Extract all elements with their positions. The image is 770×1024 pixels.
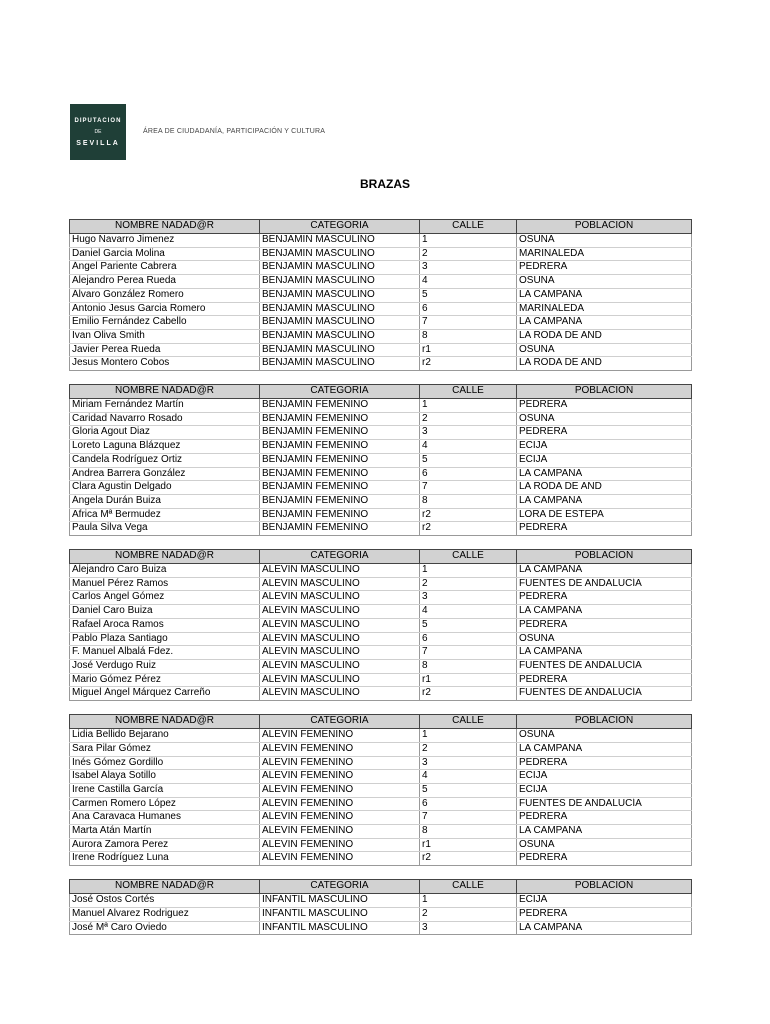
cell-nombre: Carmen Romero López <box>70 797 260 811</box>
cell-poblacion: PEDRERA <box>517 591 692 605</box>
cell-categoria: INFANTIL MASCULINO <box>260 907 420 921</box>
cell-categoria: ALEVIN FEMENINO <box>260 797 420 811</box>
cell-nombre: F. Manuel Albalá Fdez. <box>70 646 260 660</box>
cell-nombre: Irene Rodríguez Luna <box>70 852 260 866</box>
cell-categoria: BENJAMIN FEMENINO <box>260 467 420 481</box>
cell-calle: r2 <box>420 508 517 522</box>
table-row <box>70 591 692 605</box>
cell-poblacion: OSUNA <box>517 838 692 852</box>
cell-categoria: ALEVIN FEMENINO <box>260 756 420 770</box>
cell-nombre: Mario Gómez Pérez <box>70 673 260 687</box>
cell-calle: 7 <box>420 811 517 825</box>
cell-categoria: ALEVIN MASCULINO <box>260 659 420 673</box>
table-row <box>70 825 692 839</box>
column-header-categoria: CATEGORIA <box>260 715 420 729</box>
cell-categoria: BENJAMIN FEMENINO <box>260 453 420 467</box>
cell-categoria: BENJAMIN MASCULINO <box>260 288 420 302</box>
cell-categoria: ALEVIN FEMENINO <box>260 825 420 839</box>
table-row <box>70 426 692 440</box>
results-table <box>69 384 692 536</box>
cell-calle: 5 <box>420 783 517 797</box>
cell-poblacion: FUENTES DE ANDALUCÍA <box>517 577 692 591</box>
table-row <box>70 646 692 660</box>
cell-categoria: ALEVIN FEMENINO <box>260 783 420 797</box>
cell-nombre: Africa Mª Bermudez <box>70 508 260 522</box>
cell-poblacion: FUENTES DE ANDALUCÍA <box>517 659 692 673</box>
cell-nombre: Lidia Bellido Bejarano <box>70 729 260 743</box>
cell-poblacion: MARINALEDA <box>517 302 692 316</box>
cell-categoria: ALEVIN MASCULINO <box>260 577 420 591</box>
column-header-categoria: CATEGORIA <box>260 220 420 234</box>
cell-calle: 2 <box>420 247 517 261</box>
table-row <box>70 453 692 467</box>
table-row <box>70 357 692 371</box>
table-row <box>70 288 692 302</box>
cell-poblacion: PEDRERA <box>517 426 692 440</box>
cell-nombre: Hugo Navarro Jimenez <box>70 234 260 248</box>
cell-nombre: Loreto Laguna Blázquez <box>70 440 260 454</box>
cell-poblacion: LA CAMPANA <box>517 825 692 839</box>
cell-poblacion: LA CAMPANA <box>517 288 692 302</box>
cell-poblacion: PEDRERA <box>517 673 692 687</box>
table-row <box>70 399 692 413</box>
cell-nombre: Ángela Durán Buiza <box>70 494 260 508</box>
page-title: BRAZAS <box>360 177 410 191</box>
cell-calle: r2 <box>420 687 517 701</box>
cell-categoria: BENJAMIN FEMENINO <box>260 522 420 536</box>
table-row <box>70 577 692 591</box>
cell-calle: 4 <box>420 605 517 619</box>
cell-poblacion: PEDRERA <box>517 907 692 921</box>
table-row <box>70 852 692 866</box>
cell-calle: 1 <box>420 234 517 248</box>
cell-nombre: Paula Silva Vega <box>70 522 260 536</box>
table-row <box>70 687 692 701</box>
cell-calle: 8 <box>420 659 517 673</box>
cell-nombre: Isabel Alaya Sotillo <box>70 770 260 784</box>
cell-calle: 4 <box>420 275 517 289</box>
cell-poblacion: ECIJA <box>517 894 692 908</box>
cell-categoria: ALEVIN FEMENINO <box>260 852 420 866</box>
cell-calle: 5 <box>420 453 517 467</box>
cell-nombre: Ana Caravaca Humanes <box>70 811 260 825</box>
cell-calle: 7 <box>420 481 517 495</box>
cell-poblacion: ECIJA <box>517 770 692 784</box>
cell-nombre: Manuel Pérez Ramos <box>70 577 260 591</box>
cell-nombre: Irene Castilla García <box>70 783 260 797</box>
cell-categoria: BENJAMIN MASCULINO <box>260 302 420 316</box>
cell-categoria: BENJAMIN FEMENINO <box>260 494 420 508</box>
cell-poblacion: LA CAMPANA <box>517 467 692 481</box>
cell-poblacion: ECIJA <box>517 453 692 467</box>
cell-calle: 8 <box>420 494 517 508</box>
cell-poblacion: FUENTES DE ANDALUCÍA <box>517 797 692 811</box>
column-header-calle: CALLE <box>420 220 517 234</box>
cell-calle: 3 <box>420 756 517 770</box>
cell-nombre: Rafael Aroca Ramos <box>70 618 260 632</box>
table-row <box>70 756 692 770</box>
cell-poblacion: PEDRERA <box>517 756 692 770</box>
column-header-categoria: CATEGORIA <box>260 550 420 564</box>
cell-categoria: BENJAMIN FEMENINO <box>260 481 420 495</box>
cell-nombre: Caridad Navarro Rosado <box>70 412 260 426</box>
column-header-poblacion: POBLACION <box>517 385 692 399</box>
results-table <box>69 714 692 866</box>
results-sections <box>69 219 691 948</box>
cell-poblacion: PEDRERA <box>517 811 692 825</box>
table-row <box>70 440 692 454</box>
cell-poblacion: LA CAMPANA <box>517 316 692 330</box>
cell-poblacion: LA RODA DE AND <box>517 329 692 343</box>
cell-categoria: BENJAMIN MASCULINO <box>260 316 420 330</box>
results-table <box>69 219 692 371</box>
cell-calle: 2 <box>420 907 517 921</box>
cell-nombre: Marta Atán Martín <box>70 825 260 839</box>
table-row <box>70 770 692 784</box>
cell-calle: 2 <box>420 577 517 591</box>
cell-calle: 6 <box>420 632 517 646</box>
table-header-row <box>70 550 692 564</box>
cell-categoria: BENJAMIN MASCULINO <box>260 357 420 371</box>
cell-calle: 1 <box>420 399 517 413</box>
table-row <box>70 329 692 343</box>
cell-nombre: Alejandro Perea Rueda <box>70 275 260 289</box>
cell-poblacion: OSUNA <box>517 275 692 289</box>
cell-poblacion: PEDRERA <box>517 852 692 866</box>
cell-categoria: ALEVIN MASCULINO <box>260 673 420 687</box>
cell-calle: 7 <box>420 316 517 330</box>
cell-categoria: ALEVIN FEMENINO <box>260 811 420 825</box>
column-header-nombre: NOMBRE NADAD@R <box>70 715 260 729</box>
table-header-row <box>70 385 692 399</box>
logo-text-de: DE <box>94 129 102 135</box>
column-header-nombre: NOMBRE NADAD@R <box>70 550 260 564</box>
column-header-poblacion: POBLACION <box>517 220 692 234</box>
table-header-row <box>70 220 692 234</box>
cell-calle: r1 <box>420 838 517 852</box>
cell-calle: 1 <box>420 729 517 743</box>
cell-poblacion: LA CAMPANA <box>517 564 692 578</box>
table-row <box>70 234 692 248</box>
column-header-poblacion: POBLACION <box>517 880 692 894</box>
cell-nombre: Emilio Fernández Cabello <box>70 316 260 330</box>
cell-categoria: ALEVIN FEMENINO <box>260 742 420 756</box>
table-row <box>70 783 692 797</box>
cell-calle: 3 <box>420 261 517 275</box>
cell-categoria: BENJAMIN MASCULINO <box>260 275 420 289</box>
column-header-calle: CALLE <box>420 715 517 729</box>
cell-poblacion: PEDRERA <box>517 261 692 275</box>
table-row <box>70 494 692 508</box>
table-row <box>70 838 692 852</box>
cell-calle: 1 <box>420 564 517 578</box>
cell-nombre: Miriam Fernández Martín <box>70 399 260 413</box>
cell-poblacion: FUENTES DE ANDALUCÍA <box>517 687 692 701</box>
column-header-categoria: CATEGORIA <box>260 385 420 399</box>
cell-nombre: Daniel Garcia Molina <box>70 247 260 261</box>
cell-calle: r2 <box>420 852 517 866</box>
cell-categoria: ALEVIN MASCULINO <box>260 591 420 605</box>
cell-nombre: Ángel Pariente Cabrera <box>70 261 260 275</box>
table-row <box>70 659 692 673</box>
cell-poblacion: OSUNA <box>517 729 692 743</box>
cell-poblacion: LA CAMPANA <box>517 742 692 756</box>
cell-nombre: Carlos Ángel Gómez <box>70 591 260 605</box>
logo-text-diputacion: DIPUTACION <box>74 118 122 124</box>
cell-poblacion: OSUNA <box>517 343 692 357</box>
cell-categoria: ALEVIN FEMENINO <box>260 729 420 743</box>
cell-nombre: Sara Pilar Gómez <box>70 742 260 756</box>
cell-calle: r1 <box>420 673 517 687</box>
cell-poblacion: OSUNA <box>517 632 692 646</box>
table-header-row <box>70 715 692 729</box>
table-row <box>70 632 692 646</box>
cell-categoria: ALEVIN MASCULINO <box>260 687 420 701</box>
cell-calle: 5 <box>420 288 517 302</box>
results-table <box>69 879 692 935</box>
table-row <box>70 522 692 536</box>
column-header-poblacion: POBLACION <box>517 550 692 564</box>
cell-calle: 7 <box>420 646 517 660</box>
cell-categoria: INFANTIL MASCULINO <box>260 921 420 935</box>
cell-categoria: BENJAMIN MASCULINO <box>260 234 420 248</box>
column-header-categoria: CATEGORIA <box>260 880 420 894</box>
cell-categoria: BENJAMIN MASCULINO <box>260 247 420 261</box>
table-row <box>70 564 692 578</box>
cell-calle: 3 <box>420 426 517 440</box>
cell-nombre: Miguel Ángel Márquez Carreño <box>70 687 260 701</box>
cell-categoria: ALEVIN FEMENINO <box>260 770 420 784</box>
cell-poblacion: PEDRERA <box>517 618 692 632</box>
cell-calle: 2 <box>420 412 517 426</box>
cell-poblacion: LA CAMPANA <box>517 646 692 660</box>
cell-calle: 3 <box>420 921 517 935</box>
cell-nombre: Clara Agustin Delgado <box>70 481 260 495</box>
cell-categoria: BENJAMIN FEMENINO <box>260 426 420 440</box>
cell-categoria: BENJAMIN FEMENINO <box>260 412 420 426</box>
cell-calle: 6 <box>420 302 517 316</box>
cell-nombre: Javier Perea Rueda <box>70 343 260 357</box>
cell-nombre: Gloria Agout Diaz <box>70 426 260 440</box>
column-header-nombre: NOMBRE NADAD@R <box>70 220 260 234</box>
cell-categoria: BENJAMIN FEMENINO <box>260 440 420 454</box>
table-row <box>70 316 692 330</box>
cell-nombre: Manuel Alvarez Rodriguez <box>70 907 260 921</box>
table-row <box>70 797 692 811</box>
cell-nombre: Aurora Zamora Perez <box>70 838 260 852</box>
cell-calle: 1 <box>420 894 517 908</box>
diputacion-logo <box>70 104 126 160</box>
column-header-nombre: NOMBRE NADAD@R <box>70 880 260 894</box>
cell-nombre: José Verdugo Ruiz <box>70 659 260 673</box>
table-row <box>70 412 692 426</box>
cell-categoria: BENJAMIN MASCULINO <box>260 329 420 343</box>
cell-nombre: Álvaro González Romero <box>70 288 260 302</box>
cell-nombre: Inés Gómez Gordillo <box>70 756 260 770</box>
cell-poblacion: LA CAMPANA <box>517 605 692 619</box>
cell-poblacion: ECIJA <box>517 440 692 454</box>
column-header-poblacion: POBLACION <box>517 715 692 729</box>
cell-categoria: ALEVIN FEMENINO <box>260 838 420 852</box>
cell-calle: 8 <box>420 825 517 839</box>
logo-text-sevilla: SEVILLA <box>76 140 120 147</box>
cell-calle: 8 <box>420 329 517 343</box>
cell-categoria: BENJAMIN FEMENINO <box>260 508 420 522</box>
cell-poblacion: PEDRERA <box>517 522 692 536</box>
table-row <box>70 247 692 261</box>
table-row <box>70 343 692 357</box>
table-row <box>70 618 692 632</box>
cell-categoria: ALEVIN MASCULINO <box>260 618 420 632</box>
cell-poblacion: ECIJA <box>517 783 692 797</box>
cell-nombre: Andrea Barrera González <box>70 467 260 481</box>
cell-calle: r2 <box>420 522 517 536</box>
cell-calle: 4 <box>420 440 517 454</box>
cell-calle: 2 <box>420 742 517 756</box>
table-row <box>70 742 692 756</box>
table-header-row <box>70 880 692 894</box>
table-row <box>70 811 692 825</box>
cell-categoria: BENJAMIN MASCULINO <box>260 261 420 275</box>
cell-nombre: Ivan Oliva Smith <box>70 329 260 343</box>
cell-calle: 5 <box>420 618 517 632</box>
header-subtitle: ÁREA DE CIUDADANÍA, PARTICIPACIÓN Y CULTURA <box>143 128 326 135</box>
cell-categoria: BENJAMIN FEMENINO <box>260 399 420 413</box>
cell-poblacion: MARINALEDA <box>517 247 692 261</box>
cell-categoria: ALEVIN MASCULINO <box>260 646 420 660</box>
table-row <box>70 275 692 289</box>
cell-poblacion: LA CAMPANA <box>517 494 692 508</box>
table-row <box>70 729 692 743</box>
results-table <box>69 549 692 701</box>
cell-nombre: Jesus Montero Cobos <box>70 357 260 371</box>
cell-poblacion: OSUNA <box>517 412 692 426</box>
cell-categoria: ALEVIN MASCULINO <box>260 605 420 619</box>
cell-categoria: ALEVIN MASCULINO <box>260 564 420 578</box>
cell-calle: 4 <box>420 770 517 784</box>
cell-nombre: José Ostos Cortés <box>70 894 260 908</box>
cell-categoria: ALEVIN MASCULINO <box>260 632 420 646</box>
table-row <box>70 907 692 921</box>
cell-calle: 3 <box>420 591 517 605</box>
table-row <box>70 508 692 522</box>
column-header-calle: CALLE <box>420 385 517 399</box>
cell-calle: 6 <box>420 797 517 811</box>
cell-nombre: Alejandro Caro Buiza <box>70 564 260 578</box>
table-row <box>70 605 692 619</box>
cell-poblacion: LA RODA DE AND <box>517 357 692 371</box>
cell-nombre: Candela Rodríguez Ortiz <box>70 453 260 467</box>
column-header-nombre: NOMBRE NADAD@R <box>70 385 260 399</box>
table-row <box>70 481 692 495</box>
cell-categoria: BENJAMIN MASCULINO <box>260 343 420 357</box>
table-row <box>70 921 692 935</box>
column-header-calle: CALLE <box>420 880 517 894</box>
cell-calle: r1 <box>420 343 517 357</box>
column-header-calle: CALLE <box>420 550 517 564</box>
table-row <box>70 673 692 687</box>
cell-calle: 6 <box>420 467 517 481</box>
cell-poblacion: LA RODA DE AND <box>517 481 692 495</box>
cell-poblacion: PEDRERA <box>517 399 692 413</box>
cell-nombre: Pablo Plaza Santiago <box>70 632 260 646</box>
cell-nombre: José Mª Caro Oviedo <box>70 921 260 935</box>
table-row <box>70 894 692 908</box>
table-row <box>70 261 692 275</box>
cell-poblacion: LA CAMPANA <box>517 921 692 935</box>
cell-categoria: INFANTIL MASCULINO <box>260 894 420 908</box>
cell-calle: r2 <box>420 357 517 371</box>
cell-poblacion: LORA DE ESTEPA <box>517 508 692 522</box>
table-row <box>70 467 692 481</box>
cell-poblacion: OSUNA <box>517 234 692 248</box>
cell-nombre: Antonio Jesus Garcia Romero <box>70 302 260 316</box>
table-row <box>70 302 692 316</box>
cell-nombre: Daniel Caro Buiza <box>70 605 260 619</box>
